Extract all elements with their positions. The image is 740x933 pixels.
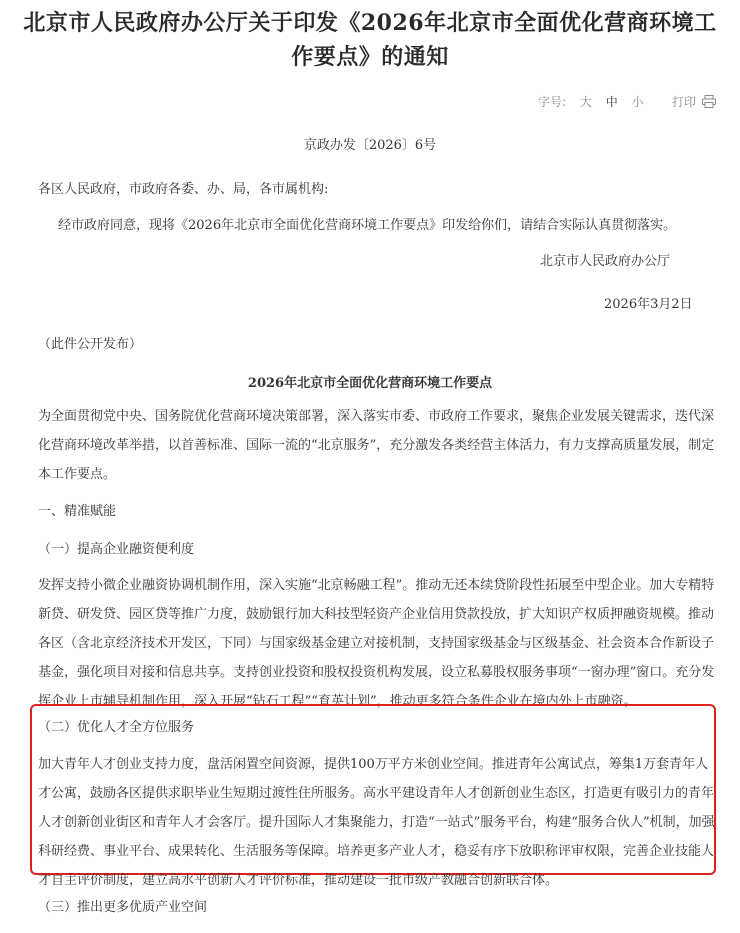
font-size-label: 字号: <box>538 95 567 109</box>
preamble-paragraph: 为全面贯彻党中央、国务院优化营商环境决策部署，深入落实市委、市政府工作要求，聚焦企业发展关键需求，迭代深化营商环境改革举措，以首善标准、国际一流的“北京服务”，充分激发各类经营主体活力，有力支撑高质量发展，制定本工作要点。 <box>38 409 715 482</box>
item-heading-1: （一）提高企业融资便利度 <box>38 542 195 557</box>
date: 2026年3月2日 <box>604 297 693 312</box>
item-heading-3: （三）推出更多优质产业空间 <box>38 900 208 915</box>
section-heading-1: 一、精准赋能 <box>38 504 117 519</box>
font-size-large-button[interactable]: 大 <box>579 95 592 109</box>
item-paragraph-2: 加大青年人才创业支持力度，盘活闲置空间资源，提供100万平方米创业空间。推进青年公寓试点，筹集1万套青年人才公寓，鼓励各区提供求职毕业生短期过渡性住所服务。高水平建设青年人才创新创业生态区，打造更有吸引力的青年人才创新创业街区和青年人才会客厅。提升国际人才集聚能力，打造“一站式”服务平台，构建“服务合伙人”机制，加强科研经费、事业平台、成果转化、生活服务等保障。培养更多产业人才，稳妥有序下放职称评审权限，完善企业技能人才自主评价制度，建立高水平创新人才评价标准，推动建设一批市级产教融合创新联合体。 <box>38 757 715 888</box>
item-paragraph-1: 发挥支持小微企业融资协调机制作用，深入实施“北京畅融工程”。推动无还本续贷阶段性拓展至中型企业。加大专精特新贷、研发贷、园区贷等推广力度，鼓励银行加大科技型轻资产企业信用贷款投放，扩大知识产权质押融资规模。推动各区（含北京经济技术开发区，下同）与国家级基金建立对接机制，支持国家级基金与区级基金、社会资本合作新设子基金，强化项目对接和信息共享。支持创业投资和股权投资机构发展，设立私募股权服务事项“一窗办理”窗口。充分发挥企业上市辅导机制作用，深入开展“钻石工程”“育英计划”，推动更多符合条件企业在境内外上市融资。 <box>38 578 715 709</box>
font-size-small-button[interactable]: 小 <box>631 95 644 109</box>
font-size-medium-button[interactable]: 中 <box>605 95 618 109</box>
page-title: 北京市人民政府办公厅关于印发《2026年北京市全面优化营商环境工作要点》的通知 <box>23 10 717 70</box>
issuer: 北京市人民政府办公厅 <box>540 254 671 269</box>
doc-number: 京政办发〔2026〕6号 <box>303 138 437 153</box>
subtitle: 2026年北京市全面优化营商环境工作要点 <box>247 376 493 391</box>
font-size-selector <box>538 93 654 110</box>
publication-note: （此件公开发布） <box>38 337 143 352</box>
item-heading-2: （二）优化人才全方位服务 <box>38 720 195 735</box>
printer-icon <box>702 95 716 108</box>
print-label: 打印 <box>672 95 697 109</box>
print-button[interactable] <box>672 93 716 110</box>
intro-paragraph: 经市政府同意，现将《2026年北京市全面优化营商环境工作要点》印发给你们，请结合实际认真贯彻落实。 <box>58 218 677 233</box>
recipients: 各区人民政府，市政府各委、办、局，各市属机构: <box>38 182 329 197</box>
